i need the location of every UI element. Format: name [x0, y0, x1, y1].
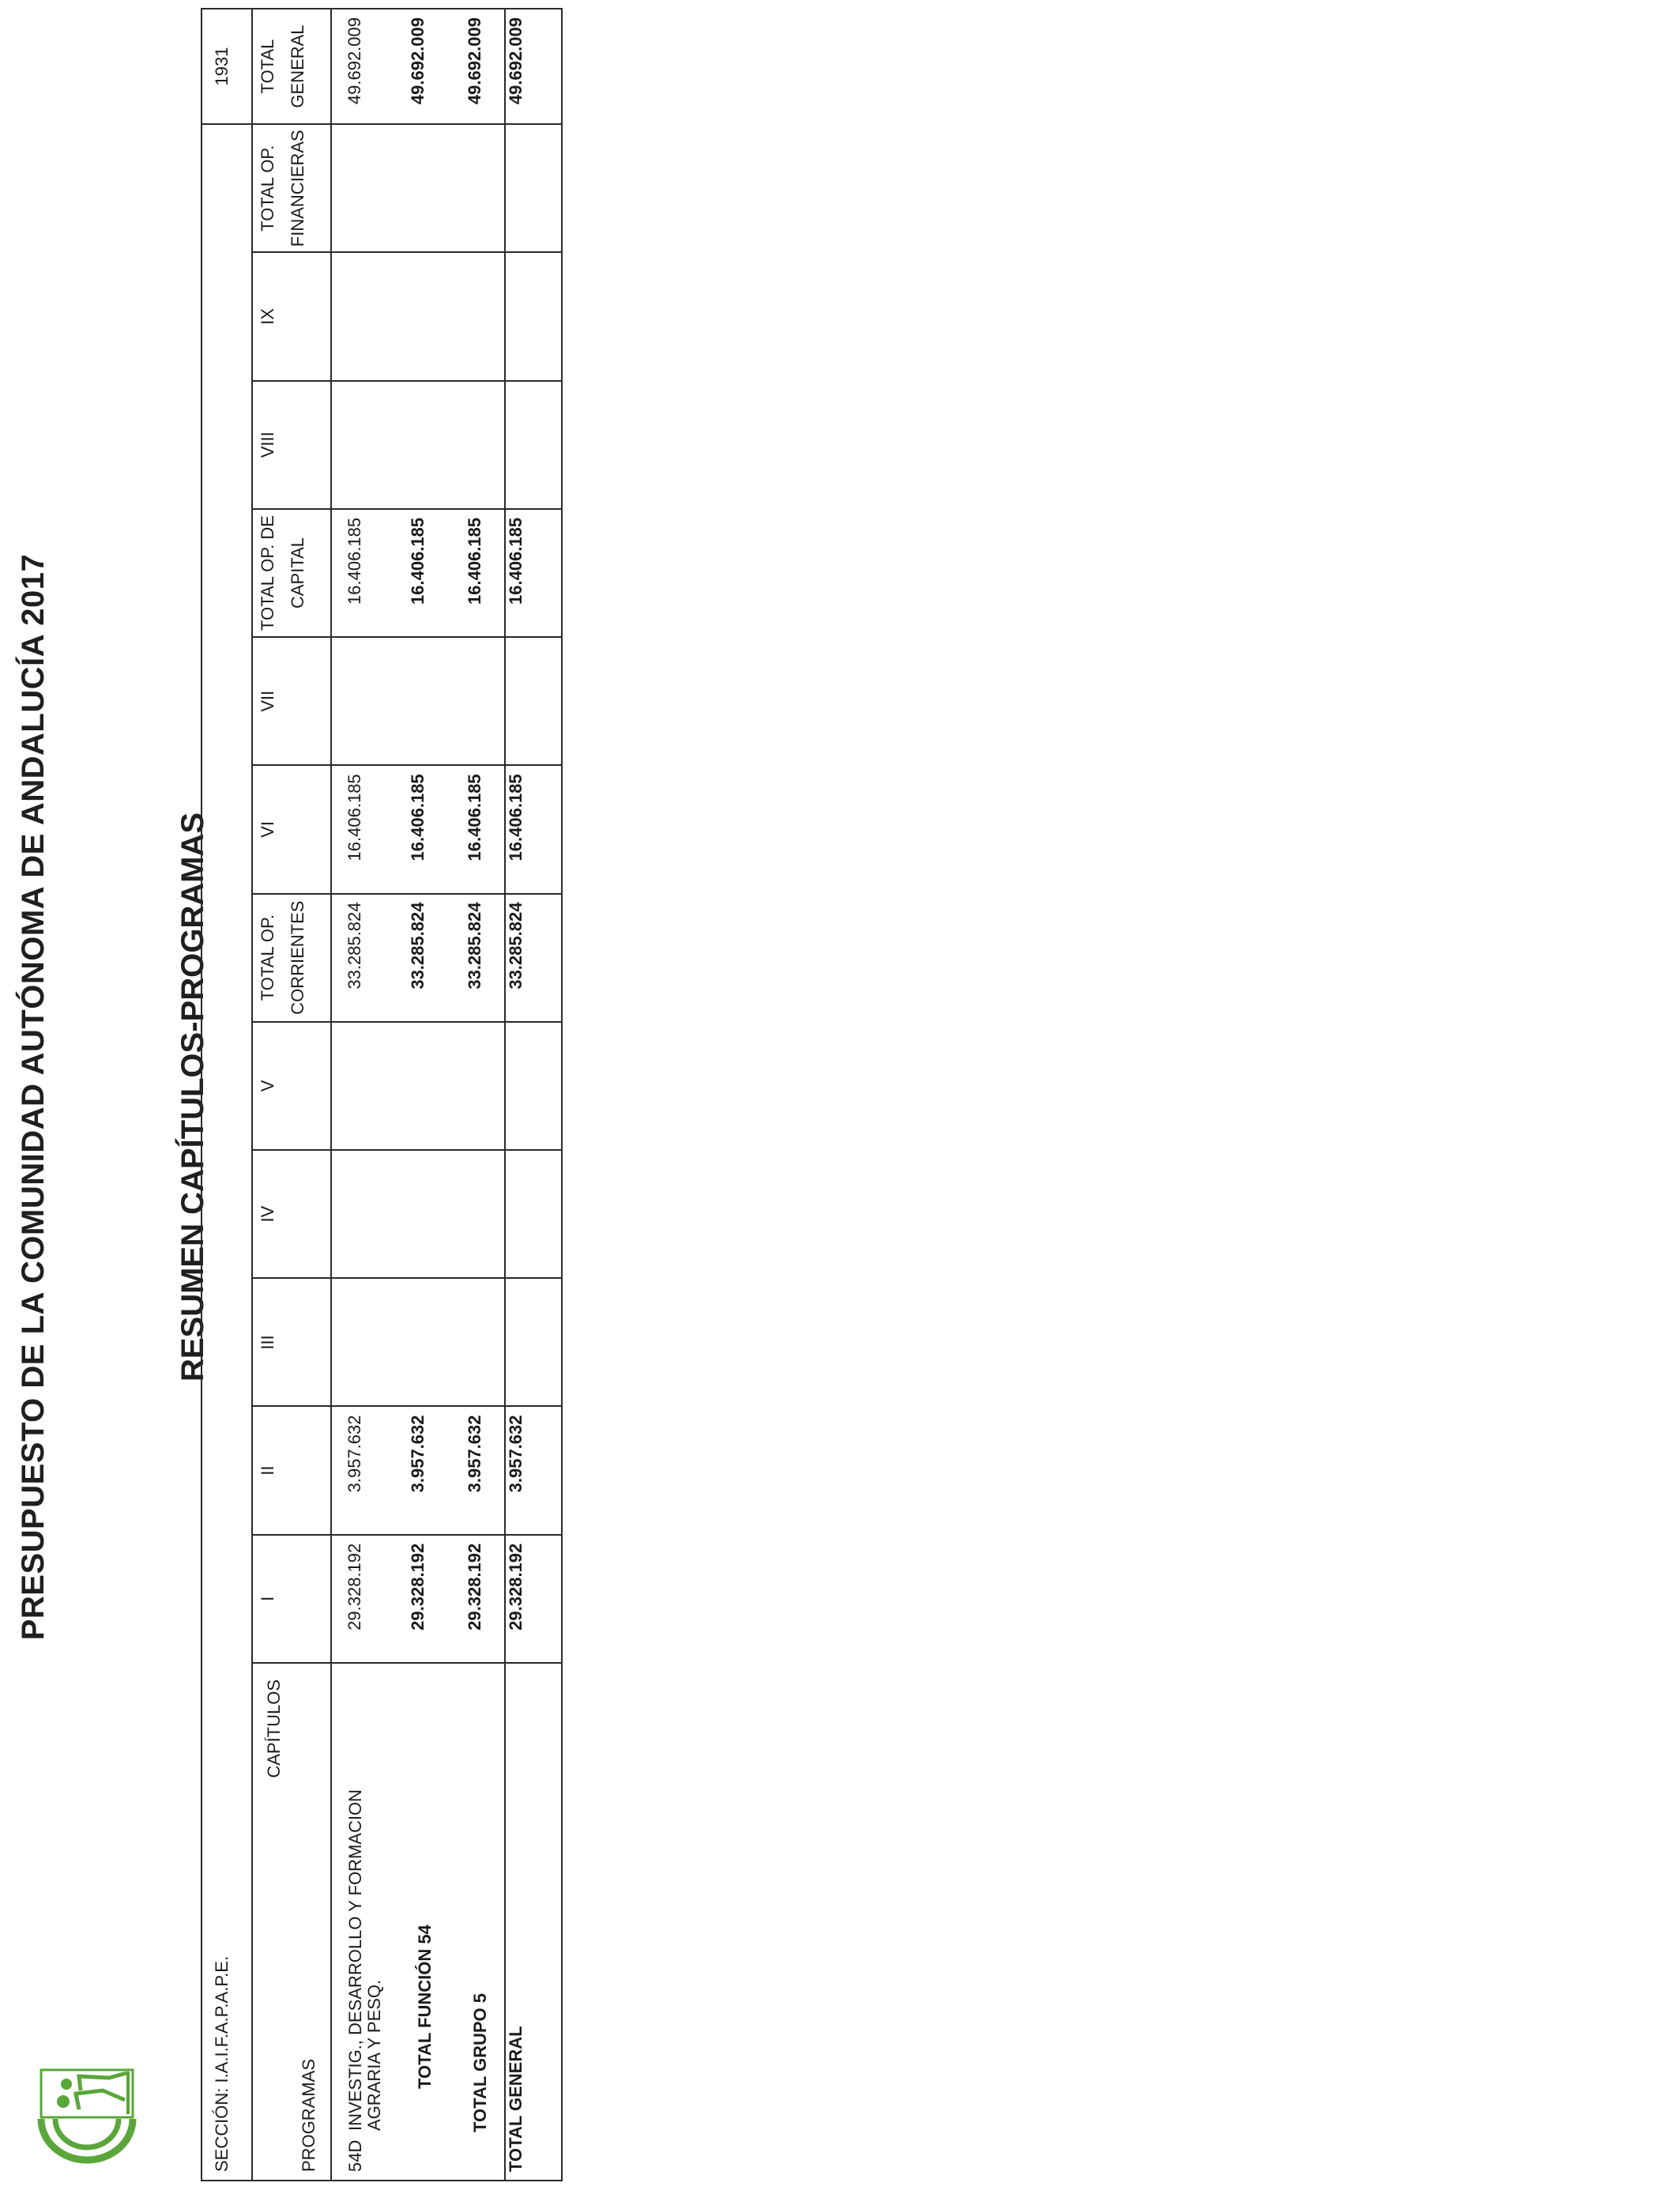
value-total-grupo: 16.406.185	[465, 774, 484, 861]
cell-vi	[331, 765, 505, 893]
total-general-row	[505, 9, 562, 2181]
col-header-total-capital	[252, 509, 331, 637]
col-header-iv: IV	[252, 1150, 331, 1278]
total-general-capital: 16.406.185	[505, 509, 562, 637]
total-general-value: 49.692.009	[505, 9, 562, 124]
value-total-funcion: 16.406.185	[408, 517, 428, 605]
total-general-financieras	[505, 124, 562, 252]
value-total-grupo: 33.285.824	[465, 902, 484, 990]
cell-total-general	[331, 9, 505, 124]
col-header-total-capital-line1: TOTAL OP. DE	[258, 515, 277, 631]
cell-i	[331, 1535, 505, 1663]
capitulos-label: CAPÍTULOS	[264, 1679, 284, 1778]
total-general-ix	[505, 252, 562, 380]
value-program: 16.406.185	[345, 517, 364, 605]
value-program: 3.957.632	[345, 1415, 364, 1493]
col-header-vi: VI	[252, 765, 331, 893]
page-subtitle: RESUMEN CAPÍTULOS-PROGRAMAS	[175, 812, 210, 1382]
col-header-total-general	[252, 9, 331, 124]
value-total-funcion: 33.285.824	[408, 902, 428, 990]
cell-ix	[331, 252, 505, 380]
value-total-funcion: 16.406.185	[408, 774, 428, 861]
col-header-vii: VII	[252, 637, 331, 765]
cell-ii	[331, 1407, 505, 1535]
col-header-total-financieras	[252, 124, 331, 252]
cell-total-financieras	[331, 124, 505, 252]
value-program: 33.285.824	[345, 902, 364, 990]
total-general-vii	[505, 637, 562, 765]
programas-header	[252, 1663, 331, 2181]
section-label: SECCIÓN: I.A.I.F.A.P.A.P.E.	[202, 124, 252, 2181]
cell-iv	[331, 1150, 505, 1278]
cell-vii	[331, 637, 505, 765]
col-header-i: I	[252, 1535, 331, 1663]
program-cell	[331, 1663, 505, 2181]
programas-label: PROGRAMAS	[299, 2058, 318, 2172]
value-program: 29.328.192	[345, 1543, 364, 1630]
col-header-viii: VIII	[252, 381, 331, 509]
cell-total-corrientes	[331, 894, 505, 1022]
value-total-grupo: 3.957.632	[465, 1415, 484, 1493]
col-header-total-corrientes-line1: TOTAL OP.	[258, 914, 277, 1001]
col-header-total-corrientes-line2: CORRIENTES	[288, 900, 307, 1015]
table-row	[331, 9, 505, 2181]
cell-total-capital	[331, 509, 505, 637]
column-header-row	[252, 9, 331, 2181]
total-funcion-label: TOTAL FUNCIÓN 54	[415, 1924, 435, 2089]
total-general-corrientes: 33.285.824	[505, 894, 562, 1022]
budget-summary-table	[201, 8, 563, 2181]
col-header-total-general-line2: GENERAL	[288, 25, 307, 108]
value-program: 16.406.185	[345, 774, 364, 861]
col-header-total-corrientes	[252, 894, 331, 1022]
total-general-label: TOTAL GENERAL	[505, 1663, 562, 2181]
col-header-ix: IX	[252, 252, 331, 380]
section-code: 1931	[202, 9, 252, 124]
value-total-grupo: 49.692.009	[465, 17, 484, 105]
total-general-v	[505, 1022, 562, 1150]
value-total-funcion: 3.957.632	[408, 1415, 428, 1493]
program-description: INVESTIG., DESARROLLO Y FORMACION AGRARIA Y PESQ.	[345, 1789, 384, 2131]
col-header-total-capital-line2: CAPITAL	[288, 537, 307, 609]
total-general-iii	[505, 1278, 562, 1406]
page-title: PRESUPUESTO DE LA COMUNIDAD AUTÓNOMA DE ANDALUCÍA 2017	[16, 553, 51, 1641]
cell-iii	[331, 1278, 505, 1406]
col-header-ii: II	[252, 1407, 331, 1535]
total-general-vi: 16.406.185	[505, 765, 562, 893]
value-total-funcion: 49.692.009	[408, 17, 428, 105]
section-row	[202, 9, 252, 2181]
total-general-i: 29.328.192	[505, 1535, 562, 1663]
cell-v	[331, 1022, 505, 1150]
program-line	[346, 1720, 384, 2172]
col-header-total-financieras-line1: TOTAL OP.	[258, 145, 277, 232]
col-header-iii: III	[252, 1278, 331, 1406]
value-total-grupo: 16.406.185	[465, 517, 484, 605]
total-grupo-label: TOTAL GRUPO 5	[470, 1992, 490, 2132]
total-general-ii: 3.957.632	[505, 1407, 562, 1535]
col-header-total-general-line1: TOTAL	[258, 39, 277, 94]
total-general-iv	[505, 1150, 562, 1278]
value-total-funcion: 29.328.192	[408, 1543, 428, 1630]
value-program: 49.692.009	[345, 17, 364, 105]
col-header-v: V	[252, 1022, 331, 1150]
cell-viii	[331, 381, 505, 509]
value-total-grupo: 29.328.192	[465, 1543, 484, 1630]
total-general-viii	[505, 381, 562, 509]
program-code: 54D	[345, 2139, 365, 2172]
col-header-total-financieras-line2: FINANCIERAS	[288, 130, 307, 247]
